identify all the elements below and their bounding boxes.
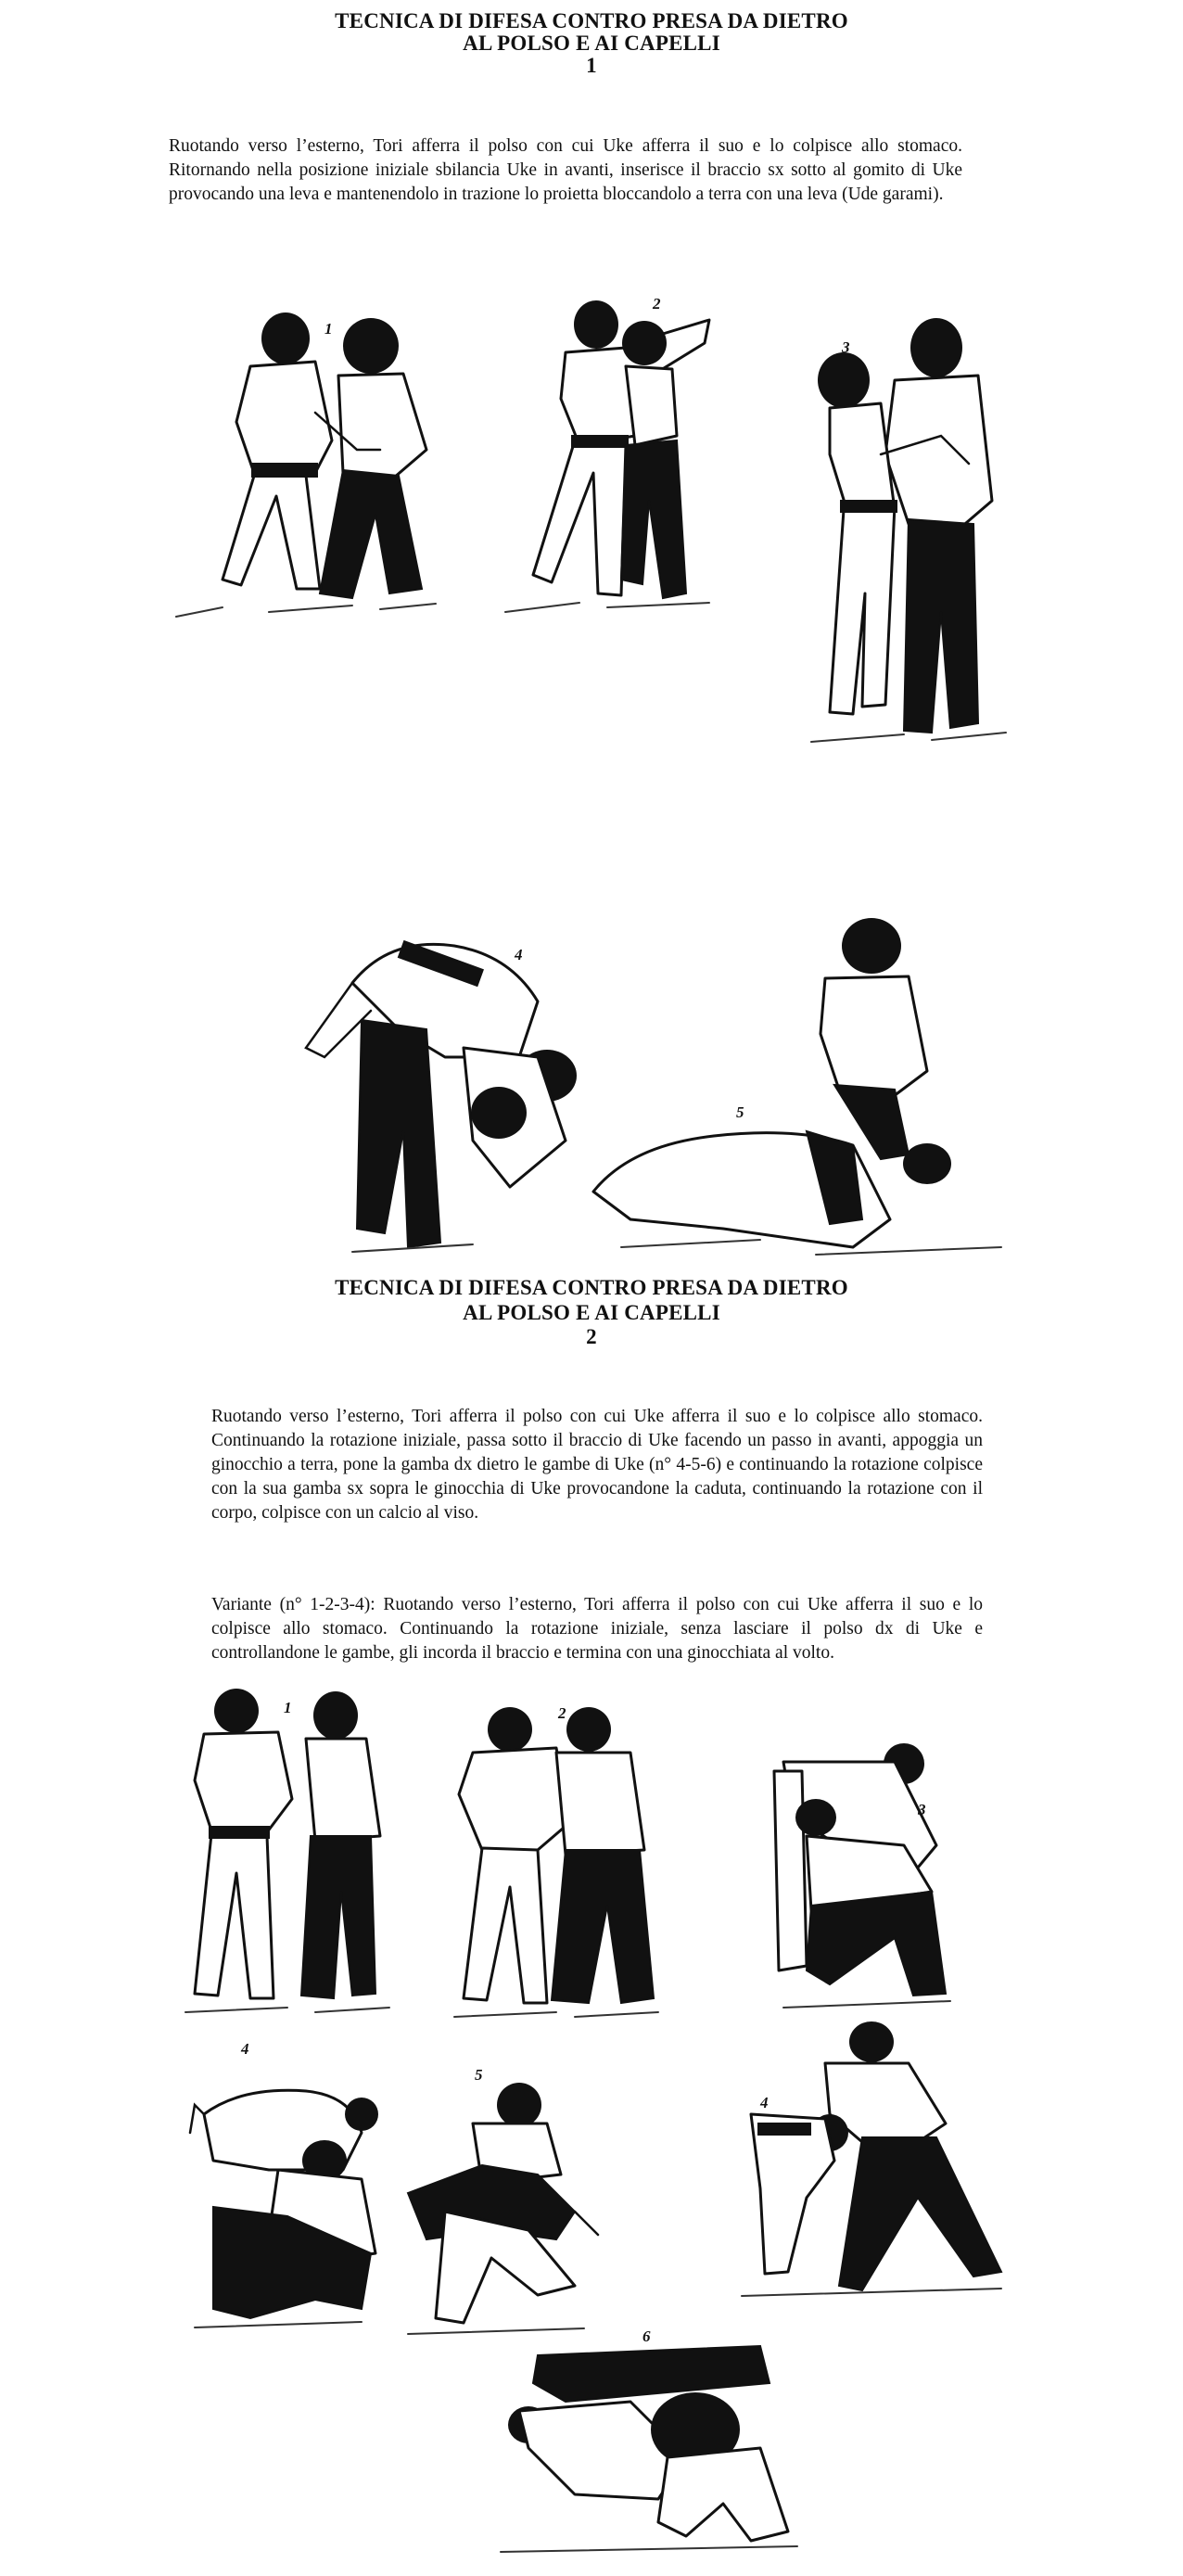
fig-number: 3 bbox=[842, 338, 850, 356]
section1-paragraph: Ruotando verso l’esterno, Tori afferra il polso con cui Uke afferra il suo e lo colpisce allo stomaco. Ritornando nella posizione iniziale sbilancia Uke in avanti, inserisce il braccio sx sotto al gomito di Uke provocando una leva e mantenendolo in trazione lo proietta bloccandolo a terra con una leva (Ude garami). bbox=[169, 136, 962, 204]
fig-number: 3 bbox=[918, 1801, 926, 1818]
illustration-fig2-1 bbox=[176, 1688, 399, 2026]
illustration-fig2-5 bbox=[389, 2072, 603, 2341]
illustration-fig2-3 bbox=[756, 1743, 978, 2021]
fig-number: 1 bbox=[284, 1699, 292, 1716]
fig-number: 6 bbox=[642, 2327, 651, 2345]
fig-number: 4 bbox=[760, 2094, 769, 2111]
fig-number: 4 bbox=[515, 946, 523, 963]
illustration-fig1-2 bbox=[496, 297, 719, 621]
section1-title-line2: AL POLSO E AI CAPELLI bbox=[463, 32, 720, 55]
section2-paragraph1: Ruotando verso l’esterno, Tori afferra il polso con cui Uke afferra il suo e lo colpisce allo stomaco. Continuando la rotazione iniziale, passa sotto il braccio di Uke facendo un passo in avanti, appoggia un ginocchio a terra, pone la gamba dx dietro le gambe di Uke (n° 4-5-6) e continuando la rotazione colpisce con la sua gamba sx sopra le ginocchia di Uke provocandone la caduta, continuando la rotazione con il corpo, colpisce con un calcio al viso. bbox=[211, 1407, 983, 1523]
fig-number: 4 bbox=[241, 2040, 249, 2058]
section2-paragraph2: Variante (n° 1-2-3-4): Ruotando verso l’esterno, Tori afferra il polso con cui Uke afferra il suo e lo colpisce allo stomaco. Continuando la rotazione iniziale, senza lasciare il polso dx di Uke e controllandone le gambe, gli incorda il braccio e termina con una ginocchiata al volto. bbox=[211, 1595, 983, 1663]
fig-number: 5 bbox=[475, 2066, 483, 2084]
illustration-fig1-1 bbox=[167, 311, 445, 626]
section2-title-line1: TECNICA DI DIFESA CONTRO PRESA DA DIETRO bbox=[335, 1276, 848, 1299]
illustration-fig1-5 bbox=[575, 913, 1038, 1266]
illustration-fig2-4 bbox=[176, 2068, 380, 2337]
fig-number: 1 bbox=[324, 320, 333, 338]
fig-number: 2 bbox=[558, 1704, 566, 1722]
illustration-fig2-6 bbox=[482, 2337, 816, 2559]
illustration-fig2-2 bbox=[436, 1702, 668, 2026]
section2-title-line2: AL POLSO E AI CAPELLI bbox=[463, 1301, 720, 1324]
section2-title-number: 2 bbox=[586, 1325, 597, 1348]
section1-title-line1: TECNICA DI DIFESA CONTRO PRESA DA DIETRO bbox=[335, 9, 848, 32]
section1-title-number: 1 bbox=[586, 54, 597, 77]
fig-number: 2 bbox=[653, 295, 661, 312]
fig-number: 5 bbox=[736, 1103, 744, 1121]
illustration-fig1-4 bbox=[287, 918, 603, 1261]
illustration-fig2-4b bbox=[723, 2021, 1020, 2309]
illustration-fig1-3 bbox=[793, 315, 1015, 760]
